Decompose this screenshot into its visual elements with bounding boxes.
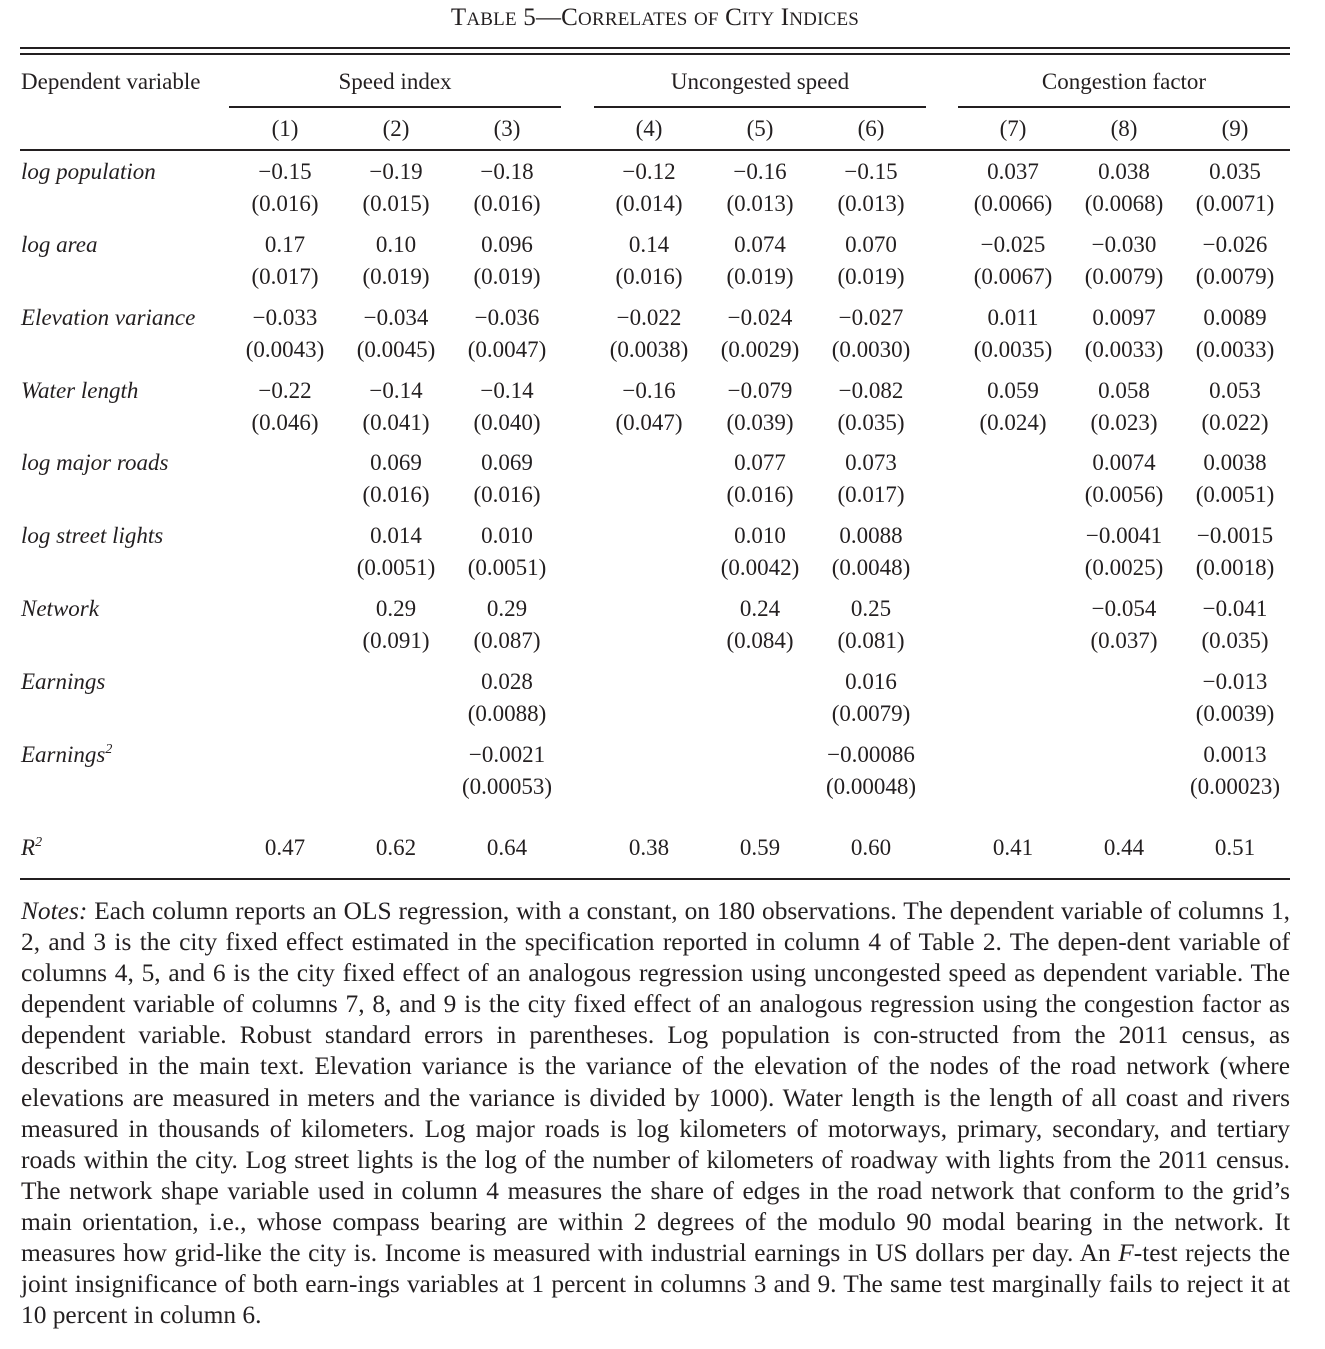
row-label-text: log population (21, 159, 156, 184)
group-rule-uncongested-speed (594, 106, 926, 108)
coefficient-cell: −0.041 (1202, 596, 1268, 621)
row-label (21, 669, 105, 695)
coefficient-cell: 0.10 (375, 232, 417, 257)
row-label-text: Elevation variance (21, 305, 196, 330)
column-number-header: (9) (1221, 116, 1249, 141)
standard-error-cell: (0.016) (473, 482, 541, 507)
coefficient-cell: 0.096 (481, 232, 533, 257)
coefficient-cell: −0.14 (369, 378, 423, 403)
standard-error-cell: (0.023) (1090, 410, 1158, 435)
standard-error-cell: (0.0043) (245, 337, 325, 362)
column-number-header: (2) (382, 116, 410, 141)
standard-error-cell: (0.0088) (467, 701, 547, 726)
r-squared-cell: 0.64 (486, 835, 528, 860)
notes-lead: Notes: (21, 897, 88, 925)
standard-error-cell: (0.016) (726, 482, 794, 507)
coefficient-cell: 0.0013 (1203, 742, 1267, 767)
coefficient-cell: −0.025 (980, 232, 1046, 257)
coefficient-cell: 0.070 (845, 232, 897, 257)
coefficient-cell: 0.037 (987, 159, 1039, 184)
standard-error-cell: (0.016) (251, 191, 319, 216)
standard-error-cell: (0.014) (615, 191, 683, 216)
row-label (21, 159, 156, 185)
notes-text-2: -test rejects the joint insignificance of both earn-ings variables at 1 percent in columns 3 and 9. The same test marginally fails to reject it at 10 percent in column 6. (21, 1239, 1291, 1330)
table-notes (21, 896, 1290, 1331)
standard-error-cell: (0.0042) (720, 555, 800, 580)
coefficient-cell: −0.22 (258, 378, 312, 403)
standard-error-cell: (0.081) (837, 628, 905, 653)
coefficient-cell: −0.030 (1091, 232, 1157, 257)
standard-error-cell: (0.0039) (1195, 701, 1275, 726)
coefficient-cell: −0.14 (480, 378, 534, 403)
standard-error-cell: (0.040) (473, 410, 541, 435)
coefficient-cell: 0.069 (481, 450, 533, 475)
group-rule-congestion-factor (958, 106, 1290, 108)
coefficient-cell: −0.054 (1091, 596, 1157, 621)
standard-error-cell: (0.0051) (356, 555, 436, 580)
standard-error-cell: (0.019) (362, 264, 430, 289)
row-label-text: Earnings (21, 742, 106, 767)
coefficient-cell: −0.036 (474, 305, 540, 330)
column-number-header: (5) (746, 116, 774, 141)
standard-error-cell: (0.084) (726, 628, 794, 653)
r-squared-cell: 0.62 (375, 835, 417, 860)
standard-error-cell: (0.0038) (609, 337, 689, 362)
standard-error-cell: (0.0079) (1195, 264, 1275, 289)
top-rule-1 (20, 47, 1290, 49)
standard-error-cell: (0.0067) (973, 264, 1053, 289)
standard-error-cell: (0.0056) (1084, 482, 1164, 507)
row-label-text: log street lights (21, 523, 164, 548)
coefficient-cell: −0.034 (363, 305, 429, 330)
coefficient-cell: 0.17 (264, 232, 306, 257)
group-header-speed-index: Speed index (338, 69, 452, 94)
coefficient-cell: 0.011 (987, 305, 1039, 330)
standard-error-cell: (0.046) (251, 410, 319, 435)
row-label (21, 378, 138, 404)
coefficient-cell: 0.059 (987, 378, 1039, 403)
standard-error-cell: (0.0033) (1195, 337, 1275, 362)
standard-error-cell: (0.087) (473, 628, 541, 653)
top-rule-2 (20, 53, 1290, 55)
header-rule (20, 149, 1290, 151)
coefficient-cell: −0.15 (258, 159, 312, 184)
standard-error-cell: (0.0033) (1084, 337, 1164, 362)
standard-error-cell: (0.041) (362, 410, 430, 435)
r-squared-cell: 0.60 (850, 835, 892, 860)
standard-error-cell: (0.035) (1201, 628, 1269, 653)
standard-error-cell: (0.0051) (1195, 482, 1275, 507)
table-title: TABLE 5—CORRELATES OF CITY INDICES (450, 4, 860, 31)
coefficient-cell: −0.079 (727, 378, 793, 403)
row-label (21, 232, 97, 258)
column-number-header: (4) (635, 116, 663, 141)
standard-error-cell: (0.037) (1090, 628, 1158, 653)
coefficient-cell: 0.010 (481, 523, 533, 548)
column-number-header: (6) (857, 116, 885, 141)
coefficient-cell: −0.0021 (468, 742, 546, 767)
coefficient-cell: −0.18 (480, 159, 534, 184)
coefficient-cell: 0.29 (375, 596, 417, 621)
row-label (21, 305, 195, 331)
coefficient-cell: 0.010 (734, 523, 786, 548)
standard-error-cell: (0.0066) (973, 191, 1053, 216)
coefficient-cell: −0.0041 (1085, 523, 1163, 548)
r-squared-superscript: 2 (35, 835, 43, 850)
coefficient-cell: −0.022 (616, 305, 682, 330)
standard-error-cell: (0.039) (726, 410, 794, 435)
row-label-text: log area (21, 232, 98, 257)
coefficient-cell: 0.14 (628, 232, 670, 257)
r-squared-label (21, 835, 42, 865)
r-squared-cell: 0.51 (1214, 835, 1256, 860)
standard-error-cell: (0.0035) (973, 337, 1053, 362)
standard-error-cell: (0.019) (726, 264, 794, 289)
r-squared-cell: 0.59 (739, 835, 781, 860)
standard-error-cell: (0.0048) (831, 555, 911, 580)
coefficient-cell: 0.069 (370, 450, 422, 475)
standard-error-cell: (0.0079) (831, 701, 911, 726)
row-label (21, 450, 168, 476)
coefficient-cell: 0.25 (850, 596, 892, 621)
bottom-rule (20, 878, 1290, 880)
coefficient-cell: −0.082 (838, 378, 904, 403)
standard-error-cell: (0.0068) (1084, 191, 1164, 216)
standard-error-cell: (0.016) (362, 482, 430, 507)
r-squared-label-text: R (21, 835, 36, 860)
row-label-text: Network (21, 596, 99, 621)
column-number-header: (1) (271, 116, 299, 141)
standard-error-cell: (0.013) (726, 191, 794, 216)
coefficient-cell: 0.0038 (1203, 450, 1267, 475)
coefficient-cell: −0.0015 (1196, 523, 1274, 548)
coefficient-cell: 0.073 (845, 450, 897, 475)
coefficient-cell: 0.0088 (839, 523, 903, 548)
row-label (21, 596, 99, 622)
r-squared-cell: 0.44 (1103, 835, 1145, 860)
coefficient-cell: 0.24 (739, 596, 781, 621)
coefficient-cell: 0.035 (1209, 159, 1261, 184)
notes-f-test: F (1118, 1239, 1134, 1268)
standard-error-cell: (0.022) (1201, 410, 1269, 435)
r-squared-cell: 0.47 (264, 835, 306, 860)
standard-error-cell: (0.016) (615, 264, 683, 289)
coefficient-cell: 0.058 (1098, 378, 1150, 403)
r-squared-cell: 0.38 (628, 835, 670, 860)
standard-error-cell: (0.019) (473, 264, 541, 289)
coefficient-cell: 0.074 (734, 232, 786, 257)
standard-error-cell: (0.0025) (1084, 555, 1164, 580)
standard-error-cell: (0.0079) (1084, 264, 1164, 289)
group-header-congestion-factor: Congestion factor (1041, 69, 1207, 94)
coefficient-cell: −0.19 (369, 159, 423, 184)
coefficient-cell: −0.024 (727, 305, 793, 330)
coefficient-cell: −0.033 (252, 305, 318, 330)
standard-error-cell: (0.0018) (1195, 555, 1275, 580)
coefficient-cell: −0.16 (733, 159, 787, 184)
standard-error-cell: (0.013) (837, 191, 905, 216)
coefficient-cell: 0.014 (370, 523, 422, 548)
standard-error-cell: (0.0045) (356, 337, 436, 362)
standard-error-cell: (0.017) (837, 482, 905, 507)
standard-error-cell: (0.00048) (825, 774, 917, 799)
coefficient-cell: 0.038 (1098, 159, 1150, 184)
row-label-text: Earnings (21, 669, 106, 694)
standard-error-cell: (0.0047) (467, 337, 547, 362)
group-rule-speed-index (229, 106, 561, 108)
row-label (21, 523, 163, 549)
row-label-text: log major roads (21, 450, 169, 475)
column-number-header: (7) (999, 116, 1027, 141)
coefficient-cell: −0.013 (1202, 669, 1268, 694)
coefficient-cell: 0.016 (845, 669, 897, 694)
coefficient-cell: 0.0074 (1092, 450, 1156, 475)
coefficient-cell: −0.16 (622, 378, 676, 403)
group-header-uncongested-speed: Uncongested speed (670, 69, 850, 94)
standard-error-cell: (0.047) (615, 410, 683, 435)
coefficient-cell: 0.0097 (1092, 305, 1156, 330)
standard-error-cell: (0.00053) (461, 774, 553, 799)
coefficient-cell: 0.29 (486, 596, 528, 621)
notes-text-1: Each column reports an OLS regression, with a constant, on 180 observations. The dependent variable of columns 1, 2, and 3 is the city fixed effect estimated in the specification reported in column 4 of Table 2. The depen-dent variable of columns 4, 5, and 6 is the city fixed effect of an analogous regression using uncongested speed as dependent variable. The dependent variable of columns 7, 8, and 9 is the city fixed effect of an analogous regression using the congestion factor as dependent variable. Robust standard errors in parentheses. Log population is con-structed from the 2011 census, as described in the main text. Elevation variance is the variance of the elevation of the nodes of the road network (where elevations are measured in meters and the variance is divided by 1000). Water length is the length of all coast and rivers measured in thousands of kilometers. Log major roads is log kilometers of motorways, primary, secondary, and tertiary roads within the city. Log street lights is the log of the number of kilometers of roadway with lights from the 2011 census. The network shape variable used in column 4 measures the share of edges in the road network that conform to the grid’s main orientation, i.e., whose compass bearing are within 2 degrees of the modulo 90 modal bearing in the network. It measures how grid-like the city is. Income is measured with industrial earnings in US dollars per day. An (21, 897, 1290, 1268)
standard-error-cell: (0.019) (837, 264, 905, 289)
standard-error-cell: (0.0071) (1195, 191, 1275, 216)
coefficient-cell: −0.15 (844, 159, 898, 184)
column-number-header: (8) (1110, 116, 1138, 141)
coefficient-cell: 0.028 (481, 669, 533, 694)
standard-error-cell: (0.0030) (831, 337, 911, 362)
standard-error-cell: (0.035) (837, 410, 905, 435)
coefficient-cell: −0.12 (622, 159, 676, 184)
standard-error-cell: (0.091) (362, 628, 430, 653)
standard-error-cell: (0.016) (473, 191, 541, 216)
standard-error-cell: (0.017) (251, 264, 319, 289)
standard-error-cell: (0.00023) (1189, 774, 1281, 799)
standard-error-cell: (0.015) (362, 191, 430, 216)
standard-error-cell: (0.0051) (467, 555, 547, 580)
coefficient-cell: 0.077 (734, 450, 786, 475)
coefficient-cell: 0.0089 (1203, 305, 1267, 330)
coefficient-cell: 0.053 (1209, 378, 1261, 403)
standard-error-cell: (0.0029) (720, 337, 800, 362)
row-label-text: Water length (21, 378, 139, 403)
r-squared-cell: 0.41 (992, 835, 1034, 860)
row-label (21, 742, 112, 772)
row-label-superscript: 2 (105, 742, 113, 757)
standard-error-cell: (0.024) (979, 410, 1047, 435)
row-label-header: Dependent variable (21, 69, 201, 94)
coefficient-cell: −0.00086 (827, 742, 915, 767)
column-number-header: (3) (493, 116, 521, 141)
coefficient-cell: −0.026 (1202, 232, 1268, 257)
coefficient-cell: −0.027 (838, 305, 904, 330)
